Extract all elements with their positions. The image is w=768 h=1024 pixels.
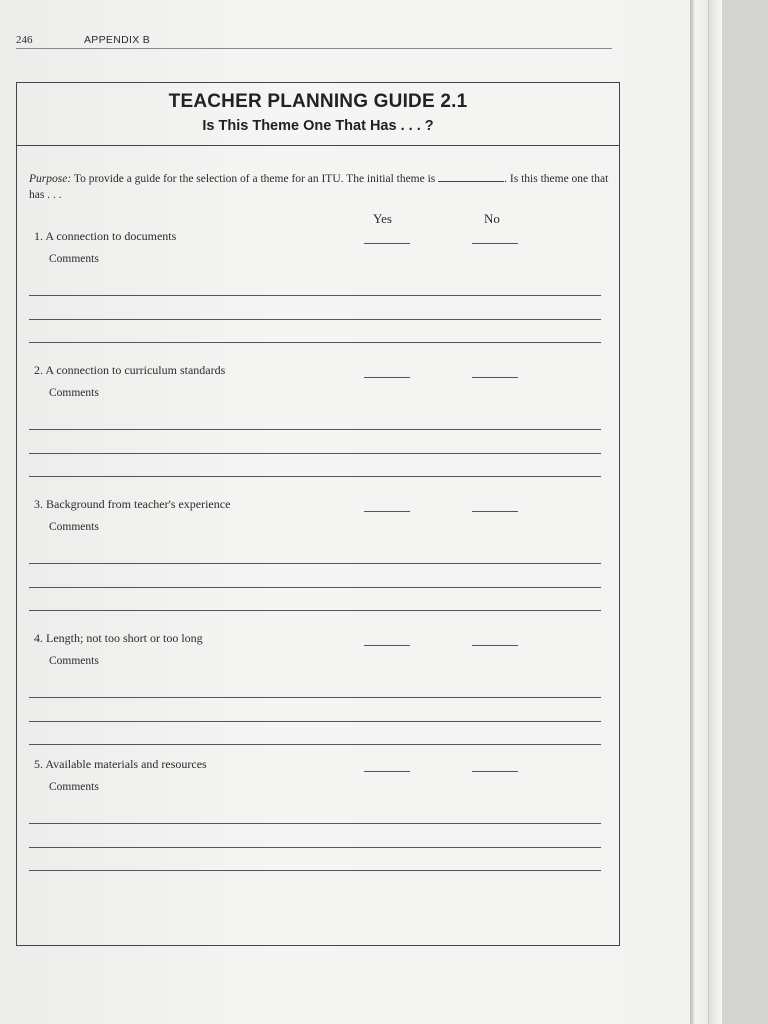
yes-blank[interactable]	[364, 243, 410, 244]
yes-blank[interactable]	[364, 771, 410, 772]
purpose-text: To provide a guide for the selection of a theme for an ITU. The initial theme is	[73, 173, 436, 185]
initial-theme-blank[interactable]	[438, 171, 504, 182]
no-column-header: No	[484, 211, 500, 226]
comment-line[interactable]	[29, 476, 601, 477]
comment-line[interactable]	[29, 721, 601, 722]
criteria-label: 3. Background from teacher's experience	[34, 497, 231, 511]
page-stack-edge	[708, 0, 723, 1024]
running-head	[16, 34, 612, 49]
comment-line[interactable]	[29, 587, 601, 588]
comment-line[interactable]	[29, 319, 601, 320]
comment-line[interactable]	[29, 697, 601, 698]
yes-blank[interactable]	[364, 511, 410, 512]
page-edge-shadow	[690, 0, 708, 1024]
no-blank[interactable]	[472, 645, 518, 646]
yes-blank[interactable]	[364, 377, 410, 378]
no-blank[interactable]	[472, 771, 518, 772]
comment-line[interactable]	[29, 847, 601, 848]
criteria-label: 2. A connection to curriculum standards	[34, 363, 226, 377]
criteria-item	[17, 229, 619, 359]
comment-line[interactable]	[29, 744, 601, 745]
no-blank[interactable]	[472, 511, 518, 512]
comments-label: Comments	[49, 655, 99, 667]
comment-line[interactable]	[29, 610, 601, 611]
comment-line[interactable]	[29, 563, 601, 564]
scanner-background	[722, 0, 768, 1024]
criteria-item	[17, 497, 619, 627]
no-blank[interactable]	[472, 377, 518, 378]
no-blank[interactable]	[472, 243, 518, 244]
comment-line[interactable]	[29, 453, 601, 454]
comment-line[interactable]	[29, 823, 601, 824]
criteria-item	[17, 363, 619, 493]
comments-label: Comments	[49, 781, 99, 793]
criteria-label: 4. Length; not too short or too long	[34, 631, 203, 645]
comments-label: Comments	[49, 521, 99, 533]
yes-blank[interactable]	[364, 645, 410, 646]
form-title: TEACHER PLANNING GUIDE 2.1	[168, 91, 468, 112]
title-block	[17, 83, 619, 146]
comment-line[interactable]	[29, 429, 601, 430]
purpose-statement	[29, 171, 609, 203]
criteria-label: 1. A connection to documents	[34, 229, 177, 243]
planning-guide-form	[16, 82, 620, 946]
page-number: 246	[16, 34, 33, 46]
criteria-item	[17, 631, 619, 761]
comment-line[interactable]	[29, 342, 601, 343]
comments-label: Comments	[49, 253, 99, 265]
comment-line[interactable]	[29, 870, 601, 871]
yes-column-header: Yes	[373, 211, 392, 226]
purpose-text-end: . Is this theme one that has . . .	[29, 173, 609, 201]
comment-line[interactable]	[29, 295, 601, 296]
criteria-item	[17, 757, 619, 887]
comments-label: Comments	[49, 387, 99, 399]
appendix-label: APPENDIX B	[84, 34, 151, 46]
criteria-label: 5. Available materials and resources	[34, 757, 207, 771]
purpose-label: Purpose:	[29, 173, 72, 185]
form-subtitle: Is This Theme One That Has . . . ?	[202, 118, 434, 134]
